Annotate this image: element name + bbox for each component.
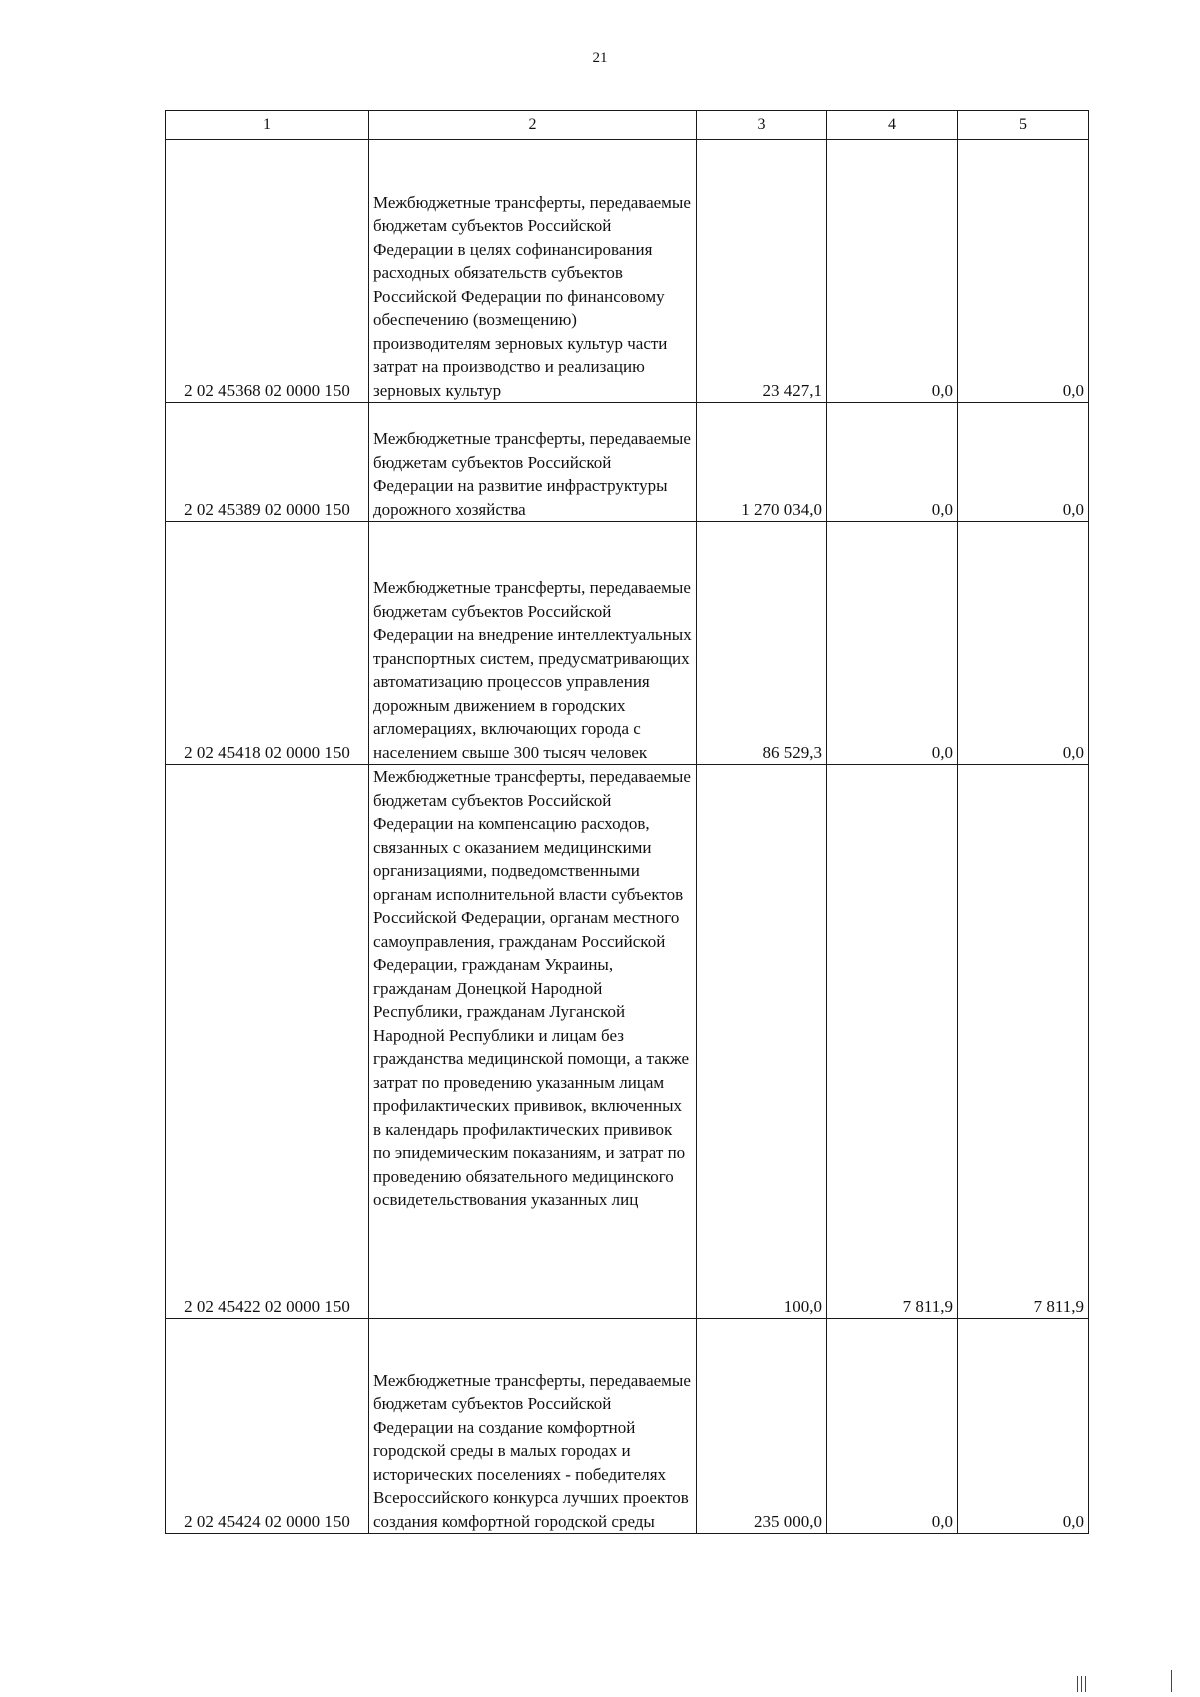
table-body	[166, 140, 1089, 1534]
header-col-3: 3	[697, 111, 827, 140]
row-value-col5: 0,0	[958, 1319, 1089, 1534]
row-value-col3: 1 270 034,0	[697, 403, 827, 522]
row-value-col5: 0,0	[958, 140, 1089, 403]
row-code: 2 02 45418 02 0000 150	[166, 522, 369, 765]
row-description	[369, 140, 697, 403]
row-description-text: Межбюджетные трансферты, передаваемые бюджетам субъектов Российской Федерации на создание комфортной городской среды в малых городах и исторических поселениях - победителях Всероссийского конкурса лучших проектов создания комфортной городской среды	[373, 1370, 691, 1531]
row-value-col4: 7 811,9	[827, 765, 958, 1319]
row-code: 2 02 45424 02 0000 150	[166, 1319, 369, 1534]
row-description-text: Межбюджетные трансферты, передаваемые бюджетам субъектов Российской Федерации на внедрение интеллектуальных транспортных систем, предусматривающих автоматизацию процессов управления дорожным движением в городских агломерациях, включающих города с населением свыше 300 тысяч человек	[373, 578, 692, 762]
header-col-4: 4	[827, 111, 958, 140]
table-row	[166, 140, 1089, 403]
scan-mark	[1077, 1676, 1078, 1692]
scan-mark	[1171, 1670, 1172, 1692]
row-code: 2 02 45368 02 0000 150	[166, 140, 369, 403]
row-description-text: Межбюджетные трансферты, передаваемые бюджетам субъектов Российской Федерации на компенсацию расходов, связанных с оказанием медицинскими организациями, подведомственными органам исполнительной власти субъектов Российской Федерации, органам местного самоуправления, гражданам Российской Федерации, гражданам Украины, гражданам Донецкой Народной Республики, гражданам Луганской Народной Республики и лицам без гражданства медицинской помощи, а также затрат по проведению указанным лицам профилактических прививок, включенных в календарь профилактических прививок по эпидемическим показаниям, и затрат по проведению обязательного медицинского освидетельствования указанных лиц	[373, 767, 691, 1209]
row-value-col3: 86 529,3	[697, 522, 827, 765]
header-col-5: 5	[958, 111, 1089, 140]
row-description	[369, 765, 697, 1319]
row-value-col4: 0,0	[827, 522, 958, 765]
scan-mark	[1085, 1676, 1086, 1692]
row-description	[369, 1319, 697, 1534]
row-value-col5: 7 811,9	[958, 765, 1089, 1319]
row-code: 2 02 45389 02 0000 150	[166, 403, 369, 522]
table-row	[166, 1319, 1089, 1534]
row-description	[369, 403, 697, 522]
row-description-text: Межбюджетные трансферты, передаваемые бюджетам субъектов Российской Федерации на развитие инфраструктуры дорожного хозяйства	[373, 429, 691, 519]
table-header	[166, 111, 1089, 140]
row-value-col4: 0,0	[827, 140, 958, 403]
page-number: 21	[592, 50, 608, 66]
header-col-2: 2	[369, 111, 697, 140]
row-value-col4: 0,0	[827, 403, 958, 522]
row-code: 2 02 45422 02 0000 150	[166, 765, 369, 1319]
row-description	[369, 522, 697, 765]
row-value-col5: 0,0	[958, 403, 1089, 522]
row-value-col4: 0,0	[827, 1319, 958, 1534]
row-description-text: Межбюджетные трансферты, передаваемые бюджетам субъектов Российской Федерации в целях софинансирования расходных обязательств субъектов Российской Федерации по финансовому обеспечению (возмещению) производителям зерновых культур части затрат на производство и реализацию зерновых культур	[373, 192, 691, 400]
row-value-col5: 0,0	[958, 522, 1089, 765]
header-col-1: 1	[166, 111, 369, 140]
table-row	[166, 522, 1089, 765]
header-row	[166, 111, 1089, 140]
table-row	[166, 403, 1089, 522]
row-value-col3: 100,0	[697, 765, 827, 1319]
table-row	[166, 765, 1089, 1319]
scan-mark	[1081, 1676, 1082, 1692]
budget-table	[165, 110, 1089, 1534]
row-value-col3: 235 000,0	[697, 1319, 827, 1534]
row-value-col3: 23 427,1	[697, 140, 827, 403]
